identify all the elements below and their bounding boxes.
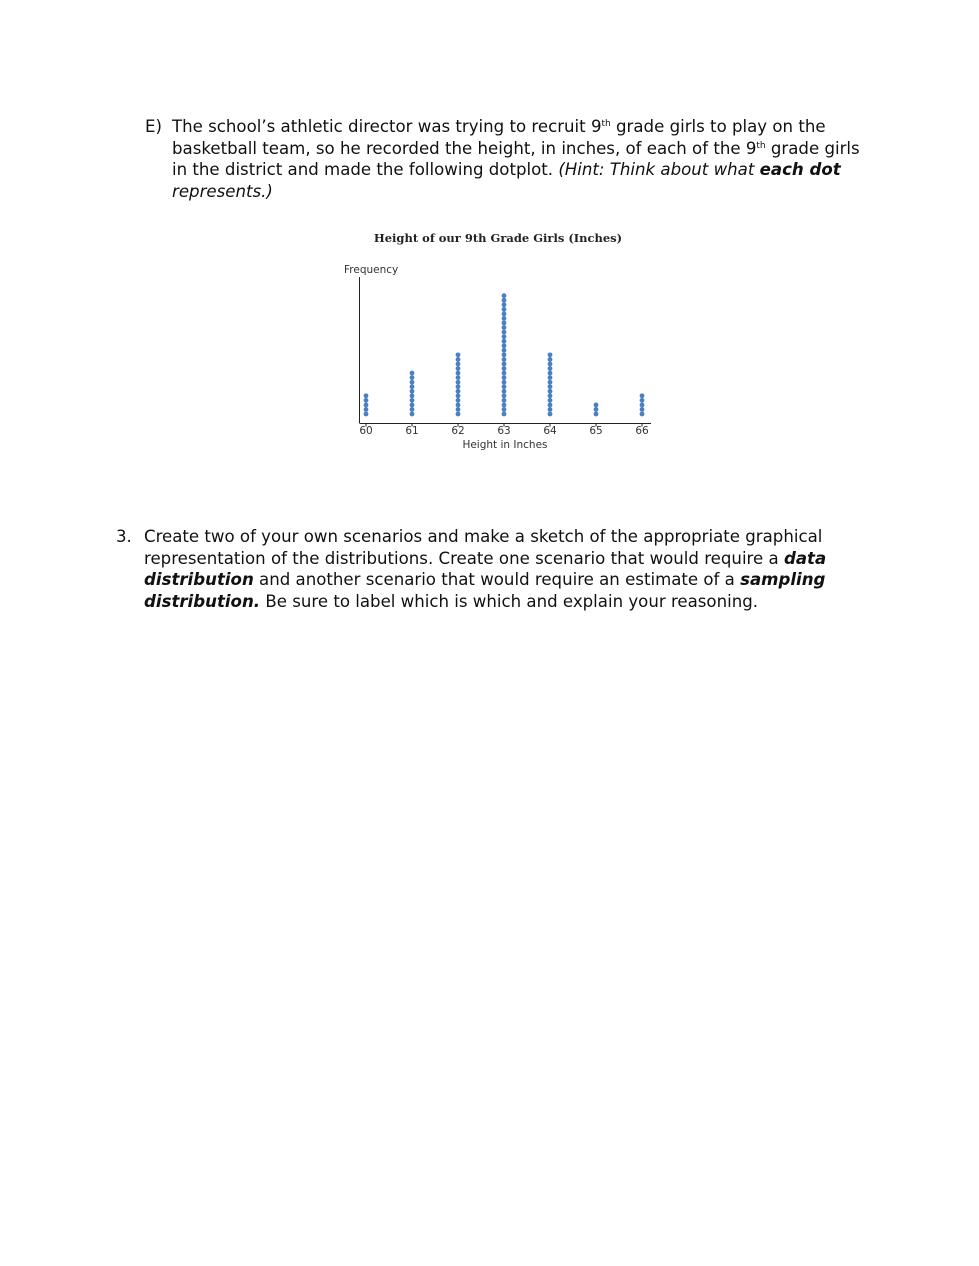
emphasis-data-distribution: data distribution <box>144 548 827 589</box>
part-e-text-1: The school’s athletic director was trying to recruit 9 <box>172 117 602 136</box>
question-3-text <box>144 526 866 612</box>
dot-60 <box>364 407 369 412</box>
dot-62 <box>456 393 461 398</box>
dot-63 <box>502 362 507 367</box>
x-axis-label: Height in Inches <box>462 439 548 451</box>
dot-66 <box>640 407 645 412</box>
x-tick-label-64: 64 <box>543 425 557 437</box>
part-e-text-2: grade girls to play on the basketball team, so he recorded the height, in inches, of each of the 9 <box>172 117 826 158</box>
dot-66 <box>640 412 645 417</box>
dot-64 <box>548 357 553 362</box>
dot-64 <box>548 393 553 398</box>
dot-63 <box>502 371 507 376</box>
dot-60 <box>364 398 369 403</box>
dot-63 <box>502 398 507 403</box>
dot-65 <box>594 403 599 408</box>
part-e-text-3: grade girls in the district and made the following dotplot. <box>172 138 860 179</box>
dot-61 <box>410 412 415 417</box>
dot-62 <box>456 389 461 394</box>
x-tick-label-65: 65 <box>589 425 603 437</box>
dot-63 <box>502 321 507 326</box>
y-axis-label: Frequency <box>344 264 399 276</box>
dot-62 <box>456 366 461 371</box>
dot-61 <box>410 407 415 412</box>
part-e-label: E) <box>145 117 162 136</box>
dot-62 <box>456 357 461 362</box>
dot-61 <box>410 398 415 403</box>
dot-63 <box>502 298 507 303</box>
dot-63 <box>502 412 507 417</box>
chart-title: Height of our 9th Grade Girls (Inches) <box>373 231 623 245</box>
hint-text-2: represents.) <box>172 181 273 201</box>
dot-64 <box>548 403 553 408</box>
dot-62 <box>456 403 461 408</box>
dot-63 <box>502 343 507 348</box>
x-tick-label-62: 62 <box>451 425 465 437</box>
dot-63 <box>502 393 507 398</box>
dot-61 <box>410 375 415 380</box>
question-number: 3. <box>116 527 132 546</box>
dot-64 <box>548 412 553 417</box>
dot-63 <box>502 375 507 380</box>
dot-60 <box>364 412 369 417</box>
ordinal-suffix: th <box>756 140 766 151</box>
dot-64 <box>548 362 553 367</box>
dot-61 <box>410 389 415 394</box>
dot-62 <box>456 352 461 357</box>
dot-62 <box>456 412 461 417</box>
dotplot-chart <box>0 0 979 470</box>
dot-61 <box>410 380 415 385</box>
dot-60 <box>364 403 369 408</box>
dot-63 <box>502 380 507 385</box>
x-ticks <box>359 424 649 438</box>
dot-63 <box>502 293 507 298</box>
dot-63 <box>502 366 507 371</box>
dot-62 <box>456 407 461 412</box>
dot-61 <box>410 403 415 408</box>
dot-63 <box>502 307 507 312</box>
dot-60 <box>364 393 369 398</box>
dot-63 <box>502 389 507 394</box>
dot-66 <box>640 393 645 398</box>
x-tick-label-60: 60 <box>359 425 373 437</box>
dot-63 <box>502 334 507 339</box>
hint-emphasis: each dot <box>759 160 841 179</box>
dot-64 <box>548 407 553 412</box>
dot-62 <box>456 371 461 376</box>
dot-64 <box>548 375 553 380</box>
x-tick-label-66: 66 <box>635 425 649 437</box>
dot-65 <box>594 407 599 412</box>
dot-62 <box>456 380 461 385</box>
dot-63 <box>502 339 507 344</box>
question-text-2: and another scenario that would require an estimate of a <box>253 570 741 589</box>
question-3 <box>116 526 866 612</box>
ordinal-suffix: th <box>601 119 611 129</box>
dot-64 <box>548 371 553 376</box>
dot-66 <box>640 398 645 403</box>
x-tick-label-63: 63 <box>497 425 511 437</box>
dot-64 <box>548 366 553 371</box>
dot-62 <box>456 398 461 403</box>
dot-63 <box>502 330 507 335</box>
dot-series <box>364 293 645 416</box>
dot-61 <box>410 371 415 376</box>
dot-61 <box>410 393 415 398</box>
question-text-3: Be sure to label which is which and explain your reasoning. <box>260 591 759 611</box>
dot-63 <box>502 302 507 307</box>
x-tick-label-61: 61 <box>405 425 419 437</box>
dot-62 <box>456 375 461 380</box>
dot-64 <box>548 352 553 357</box>
emphasis-sampling-distribution: sampling distribution. <box>144 570 826 611</box>
dot-64 <box>548 398 553 403</box>
hint-text-1: (Hint: Think about what <box>558 160 760 179</box>
dot-64 <box>548 389 553 394</box>
dot-61 <box>410 384 415 389</box>
dot-64 <box>548 384 553 389</box>
dot-62 <box>456 384 461 389</box>
dot-65 <box>594 412 599 417</box>
dot-63 <box>502 357 507 362</box>
dot-63 <box>502 348 507 353</box>
dot-63 <box>502 403 507 408</box>
dot-63 <box>502 316 507 321</box>
question-text-1: Create two of your own scenarios and make a sketch of the appropriate graphical representation of the distributions. Create one scenario that would require a <box>144 527 823 568</box>
dot-63 <box>502 312 507 317</box>
dot-63 <box>502 352 507 357</box>
dot-63 <box>502 384 507 389</box>
dot-64 <box>548 380 553 385</box>
dot-66 <box>640 403 645 408</box>
dot-63 <box>502 325 507 330</box>
dot-63 <box>502 407 507 412</box>
dot-62 <box>456 362 461 367</box>
